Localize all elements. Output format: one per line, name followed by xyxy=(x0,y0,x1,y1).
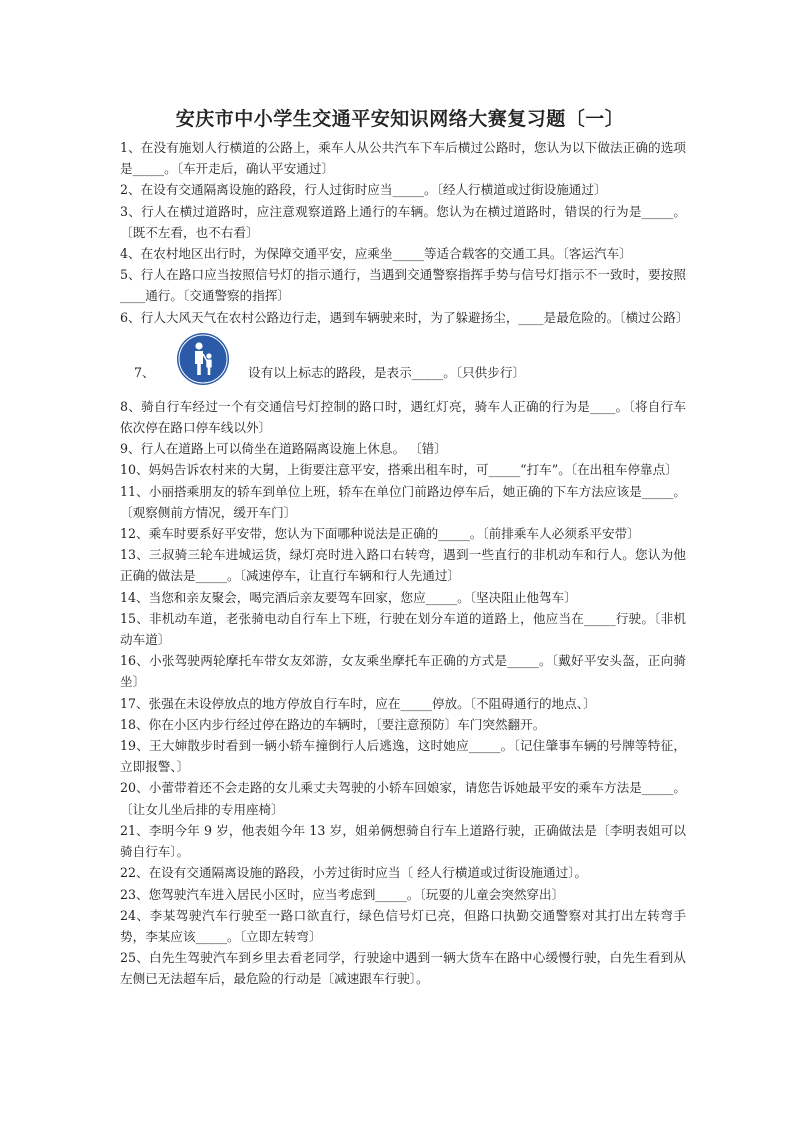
question-8: 8、骑自行车经过一个有交通信号灯控制的路口时，遇红灯亮，骑车人正确的行为是____。〔将自行车依次停在路口停车线以外〕 xyxy=(120,398,686,436)
page-title: 安庆市中小学生交通平安知识网络大赛复习题〔一〕 xyxy=(175,108,625,130)
question-11: 11、小丽搭乘朋友的轿车到单位上班，轿车在单位门前路边停车后，她正确的下车方法应该是_____。〔观察侧前方情况，缓开车门〕 xyxy=(120,483,686,520)
question-19: 19、王大婶散步时看到一辆小轿车撞倒行人后逃逸，这时她应_____。〔记住肇事车辆的号牌等特征，立即报警、〕 xyxy=(120,738,686,775)
question-17: 17、张强在未设停放点的地方停放自行车时，应在_____停放。〔不阻碍通行的地点、〕 xyxy=(120,695,596,711)
question-14: 14、当您和亲友聚会，喝完酒后亲友要驾车回家，您应_____。〔坚决阻止他驾车〕 xyxy=(120,589,577,605)
question-7-text: 设有以上标志的路段，是表示_____。〔只供步行〕 xyxy=(248,364,526,380)
question-12: 12、乘车时要系好平安带，您认为下面哪种说法是正确的_____。〔前排乘车人必须系平安带〕 xyxy=(120,526,640,542)
question-16: 16、小张驾驶两轮摩托车带女友郊游，女友乘坐摩托车正确的方式是_____。〔戴好平安头盔，正向骑坐〕 xyxy=(120,653,686,690)
question-4: 4、在农村地区出行时，为保障交通平安，应乘坐_____等适合载客的交通工具。〔客运汽车〕 xyxy=(120,246,632,262)
question-list xyxy=(120,137,689,990)
question-7 xyxy=(120,332,686,394)
question-20: 20、小蕾带着还不会走路的女儿乘丈夫驾驶的小轿车回娘家，请您告诉她最平安的乘车方法是_____。〔让女儿坐后排的专用座椅〕 xyxy=(120,780,686,817)
pedestrian-only-sign-icon xyxy=(176,332,230,386)
question-6: 6、行人大风天气在农村公路边行走，遇到车辆驶来时，为了躲避扬尘，____是最危险的。〔横过公路〕 xyxy=(120,309,689,325)
question-13: 13、三叔骑三轮车进城运货，绿灯亮时进入路口右转弯，遇到一些直行的非机动车和行人。您认为他正确的做法是_____。〔减速停车，让直行车辆和行人先通过〕 xyxy=(120,547,686,584)
question-24: 24、李某驾驶汽车行驶至一路口欲直行，绿色信号灯已亮，但路口执勤交通警察对其打出左转弯手势，李某应该_____。〔立即左转弯〕 xyxy=(120,907,686,944)
question-18: 18、你在小区内步行经过停在路边的车辆时，〔要注意预防〕车门突然翻开。 xyxy=(120,716,546,732)
question-22: 22、在设有交通隔离设施的路段，小芳过街时应当〔 经人行横道或过街设施通过〕。 xyxy=(120,865,588,881)
question-23: 23、您驾驶汽车进入居民小区时，应当考虑到_____。〔玩耍的儿童会突然穿出〕 xyxy=(120,886,565,902)
question-25: 25、白先生驾驶汽车到乡里去看老同学，行驶途中遇到一辆大货车在路中心缓慢行驶，白先生看到从左侧已无法超车后，最危险的行动是〔减速跟车行驶〕。 xyxy=(120,950,686,987)
question-3: 3、行人在横过道路时，应注意观察道路上通行的车辆。您认为在横过道路时，错误的行为是_____。〔既不左看，也不右看〕 xyxy=(120,203,686,240)
question-15: 15、非机动车道，老张骑电动自行车上下班，行驶在划分车道的道路上，他应当在_____行驶。〔非机动车道〕 xyxy=(120,610,686,648)
question-10: 10、妈妈告诉农村来的大舅，上街要注意平安，搭乘出租车时，可_____“打车”。〔在出租车停靠点〕 xyxy=(120,462,678,478)
question-2: 2、在设有交通隔离设施的路段，行人过街时应当_____。〔经人行横道或过街设施通过〕 xyxy=(120,182,607,198)
question-7-number: 7、 xyxy=(134,364,155,380)
question-5: 5、行人在路口应当按照信号灯的指示通行，当遇到交通警察指挥手势与信号灯指示不一致时，要按照____通行。〔交通警察的指挥〕 xyxy=(120,267,686,304)
question-21: 21、李明今年 9 岁，他表姐今年 13 岁，姐弟俩想骑自行车上道路行驶，正确做法是〔李明表姐可以骑自行车〕。 xyxy=(120,822,686,860)
question-1: 1、在没有施划人行横道的公路上，乘车人从公共汽车下车后横过公路时，您认为以下做法正确的选项是_____。〔车开走后，确认平安通过〕 xyxy=(120,140,686,177)
question-9: 9、行人在道路上可以倚坐在道路隔离设施上休息。 〔错〕 xyxy=(120,441,447,457)
